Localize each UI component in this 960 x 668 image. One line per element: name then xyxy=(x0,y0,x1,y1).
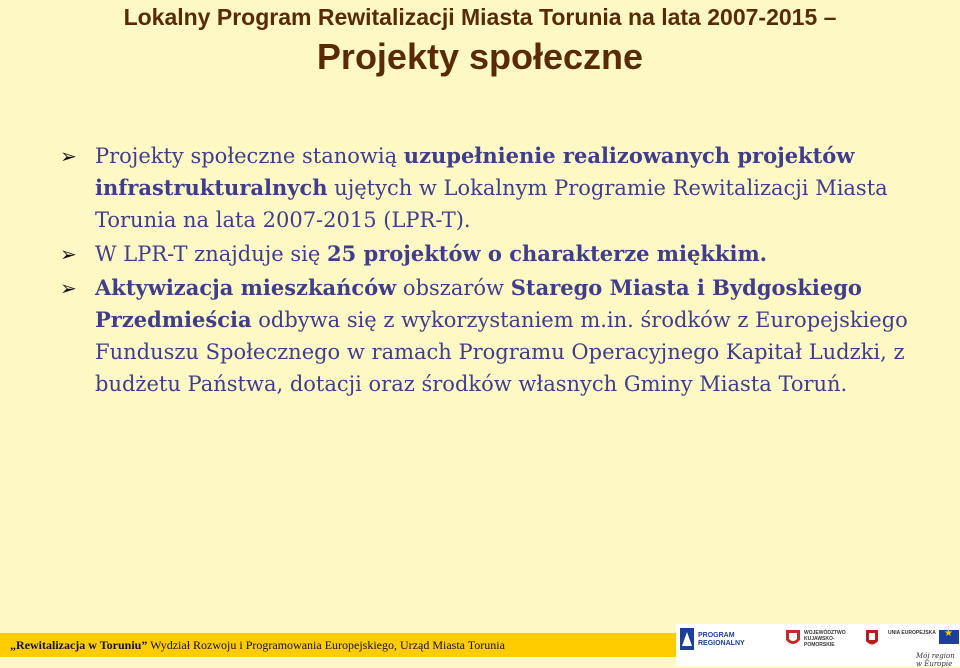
arrowhead-right-icon: ➢ xyxy=(60,276,77,300)
footer-department: Wydział Rozwoju i Programowania Europejskiego, Urząd Miasta Torunia xyxy=(147,638,505,652)
bullet-item xyxy=(60,272,920,400)
bullet-list xyxy=(60,140,920,402)
footer-bar xyxy=(0,633,676,657)
bullet-item xyxy=(60,238,920,270)
voivodeship-crest-icon xyxy=(786,630,800,648)
bullet-text-segment: 25 projektów o charakterze miękkim. xyxy=(326,241,767,266)
torun-crest-icon xyxy=(866,630,878,648)
bullet-text-segment: Projekty społeczne stanowią xyxy=(95,144,404,168)
program-regionalny-logo-icon xyxy=(680,628,694,650)
footer-project-name: „Rewitalizacja w Toruniu” xyxy=(10,638,148,652)
voivodeship-label: WOJEWÓDZTWO KUJAWSKO-POMORSKIE xyxy=(804,630,846,648)
eu-flag-icon xyxy=(939,630,959,644)
motto: Mój region w Europie xyxy=(916,652,955,668)
logo-strip xyxy=(676,624,960,666)
bullet-text-segment: obszarów xyxy=(396,276,511,300)
bullet-text-segment: Aktywizacja mieszkańców xyxy=(95,275,397,300)
bullet-text-segment: odbywa się z wykorzystaniem m.in. środków z Europejskiego Funduszu Społecznego w ramach Programu Operacyjnego Kapitał Ludzki, z budżetu Państwa, dotacji oraz środków własnych Gminy Miasta Toruń. xyxy=(95,308,908,396)
arrowhead-right-icon: ➢ xyxy=(60,242,77,266)
bullet-text-segment: uzupełnienie realizowanych projektów infrastrukturalnych xyxy=(95,143,855,200)
bullet-text-segment: Starego Miasta i Bydgoskiego Przedmieścia xyxy=(95,275,862,332)
arrowhead-right-icon: ➢ xyxy=(60,144,77,168)
program-title: Lokalny Program Rewitalizacji Miasta Torunia na lata 2007-2015 – xyxy=(123,4,837,30)
bullet-text-segment: ujętych w Lokalnym Programie Rewitalizacji Miasta Torunia na lata 2007-2015 (LPR-T). xyxy=(95,176,888,232)
bullet-item xyxy=(60,140,920,236)
page-title: Projekty społeczne xyxy=(316,36,644,77)
program-regionalny-label: PROGRAM REGIONALNY xyxy=(698,632,745,647)
eu-label: UNIA EUROPEJSKA xyxy=(888,630,936,636)
bullet-text-segment: W LPR-T znajduje się xyxy=(95,242,327,266)
